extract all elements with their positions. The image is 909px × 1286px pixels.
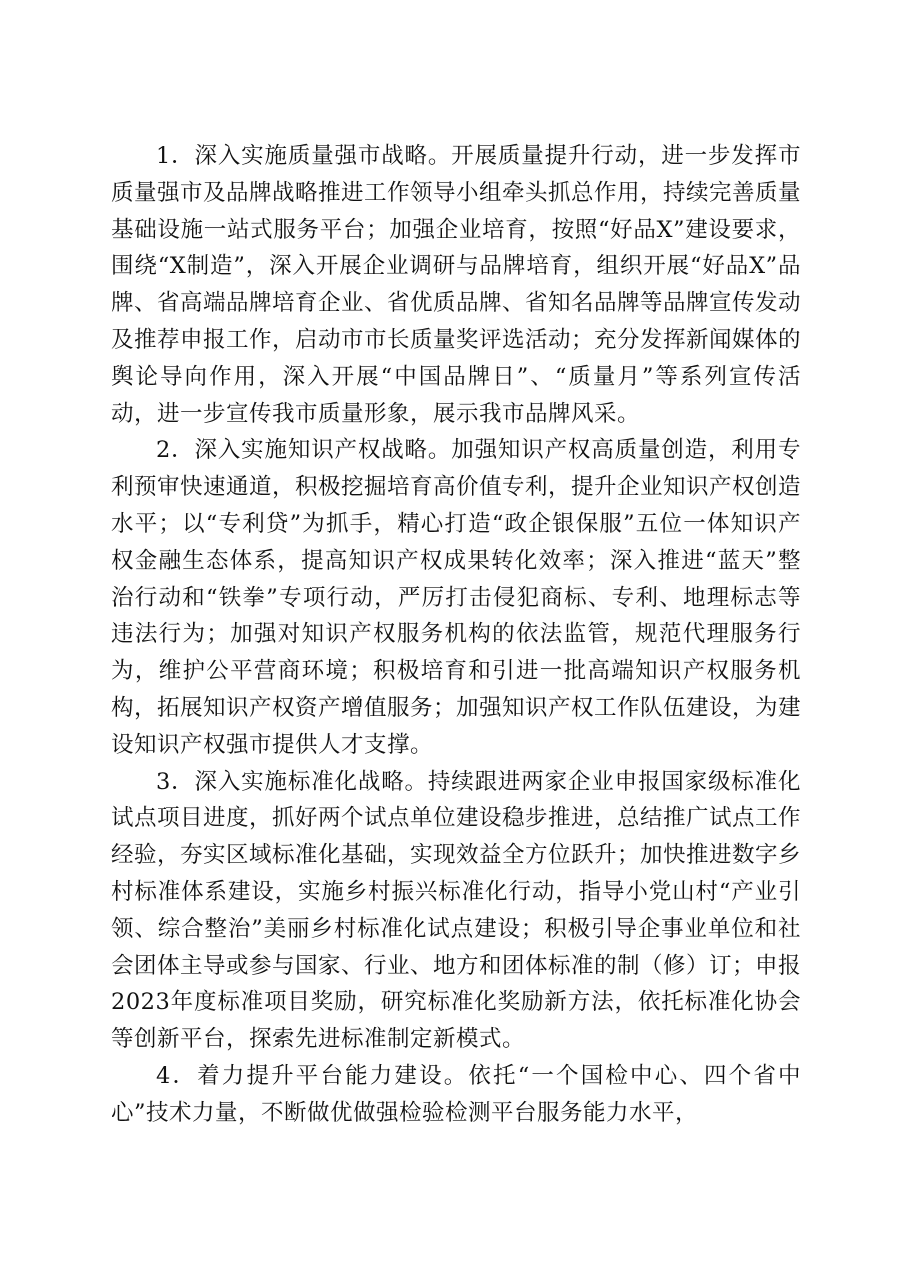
- paragraph-platform-capacity: 4．着力提升平台能力建设。依托“一个国检中心、四个省中心”技术力量，不断做优做强检验检测平台服务能力水平，: [111, 1062, 801, 1126]
- paragraph-quality-strategy: 1．深入实施质量强市战略。开展质量提升行动，进一步发挥市质量强市及品牌战略推进工作领导小组牵头抓总作用，持续完善质量基础设施一站式服务平台；加强企业培育，按照“好品X”建设要求，围绕“X制造”，深入开展企业调研与品牌培育，组织开展“好品X”品牌、省高端品牌培育企业、省优质品牌、省知名品牌等品牌宣传发动及推荐申报工作，启动市市长质量奖评选活动；充分发挥新闻媒体的舆论导向作用，深入开展“中国品牌日”、“质量月”等系列宣传活动，进一步宣传我市质量形象，展示我市品牌风采。: [111, 143, 802, 427]
- paragraph-standardization-strategy: 3．深入实施标准化战略。持续跟进两家企业申报国家级标准化试点项目进度，抓好两个试点单位建设稳步推进，总结推广试点工作经验，夯实区域标准化基础，实现效益全方位跃升；加快推进数字乡村标准体系建设，实施乡村振兴标准化行动，指导小党山村“产业引领、综合整治”美丽乡村标准化试点建设；积极引导企事业单位和社会团体主导或参与国家、行业、地方和团体标准的制（修）订；申报2023年度标准项目奖励，研究标准化奖励新方法，依托标准化协会等创新平台，探索先进标准制定新模式。: [111, 768, 802, 1053]
- document-body: [111, 138, 801, 1132]
- paragraph-ip-strategy: 2．深入实施知识产权战略。加强知识产权高质量创造，利用专利预审快速通道，积极挖掘培育高价值专利，提升企业知识产权创造水平；以“专利贷”为抓手，精心打造“政企银保服”五位一体知识产权金融生态体系，提高知识产权成果转化效率；深入推进“蓝天”整治行动和“铁拳”专项行动，严厉打击侵犯商标、专利、地理标志等违法行为；加强对知识产权服务机构的依法监管，规范代理服务行为，维护公平营商环境；积极培育和引进一批高端知识产权服务机构，拓展知识产权资产增值服务；加强知识产权工作队伍建设，为建设知识产权强市提供人才支撑。: [111, 437, 802, 758]
